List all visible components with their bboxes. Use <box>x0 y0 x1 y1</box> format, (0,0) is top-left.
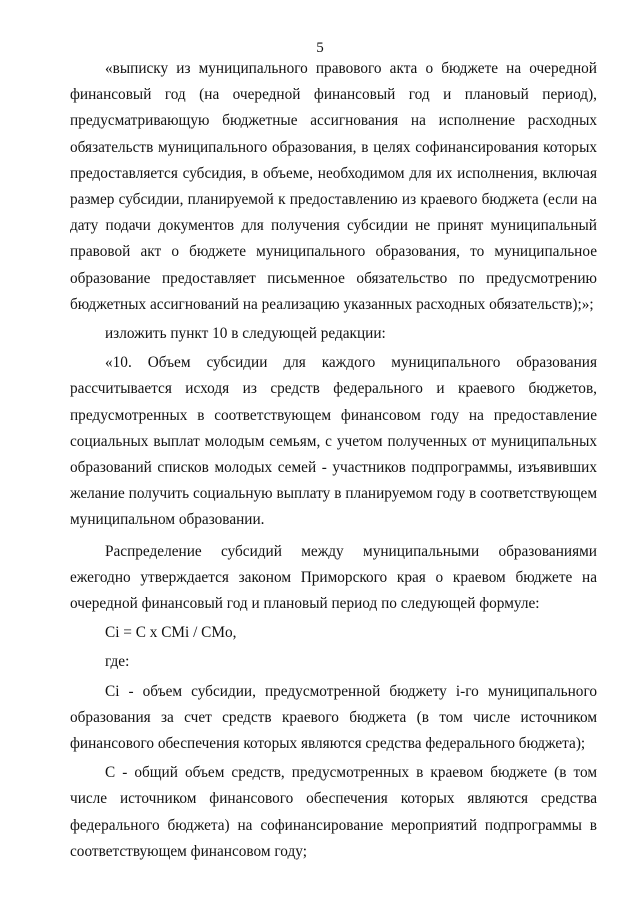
definition-c: C - общий объем средств, предусмотренных в краевом бюджете (в том числе источником финансового обеспечения которых являются средства федерального бюджета) на софинансирование мероприятий подпрограммы в соответствующем финансовом году; <box>70 764 597 860</box>
formula-where: где: <box>105 653 130 671</box>
paragraph-budget-extract: «выписку из муниципального правового акта о бюджете на очередной финансовый год (на очередной финансовый год и плановый период), предусматривающую бюджетные ассигнования на исполнение расходных обязательств муниципального образования, в целях софинансирования которых предоставляется субсидия, в объеме, необходимом для их исполнения, включая размер субсидии, планируемой к предоставлению из краевого бюджета (если на дату подачи документов для получения субсидии не принят муниципальный правовой акт о бюджете муниципального образования, то муниципальное образование предоставляет письменное обязательство по предусмотрению бюджетных ассигнований на реализацию указанных расходных обязательств);»; <box>70 60 597 313</box>
paragraph-amendment-intro: изложить пункт 10 в следующей редакции: <box>105 325 386 343</box>
paragraph-distribution: Распределение субсидий между муниципальными образованиями ежегодно утверждается законом Приморского края о краевом бюджете на очередной финансовый год и плановый период по следующей формуле: <box>70 542 597 613</box>
page-number: 5 <box>316 40 324 56</box>
definition-ci: Ci - объем субсидии, предусмотренной бюджету i-го муниципального образования за счет средств краевого бюджета (в том числе источником финансового обеспечения которых являются средства федерального бюджета); <box>70 682 597 753</box>
paragraph-point-10: «10. Объем субсидии для каждого муниципального образования рассчитывается исходя из средств федерального и краевого бюджетов, предусмотренных в соответствующем финансовом году на предоставление социальных выплат молодым семьям, с учетом полученных от муниципальных образований списков молодых семей - участников подпрограммы, изъявивших желание получить социальную выплату в планируемом году в соответствующем муниципальном образовании. <box>70 354 597 529</box>
formula: Ci = C x CMi / CMo, <box>105 624 237 642</box>
document-body <box>70 56 597 865</box>
